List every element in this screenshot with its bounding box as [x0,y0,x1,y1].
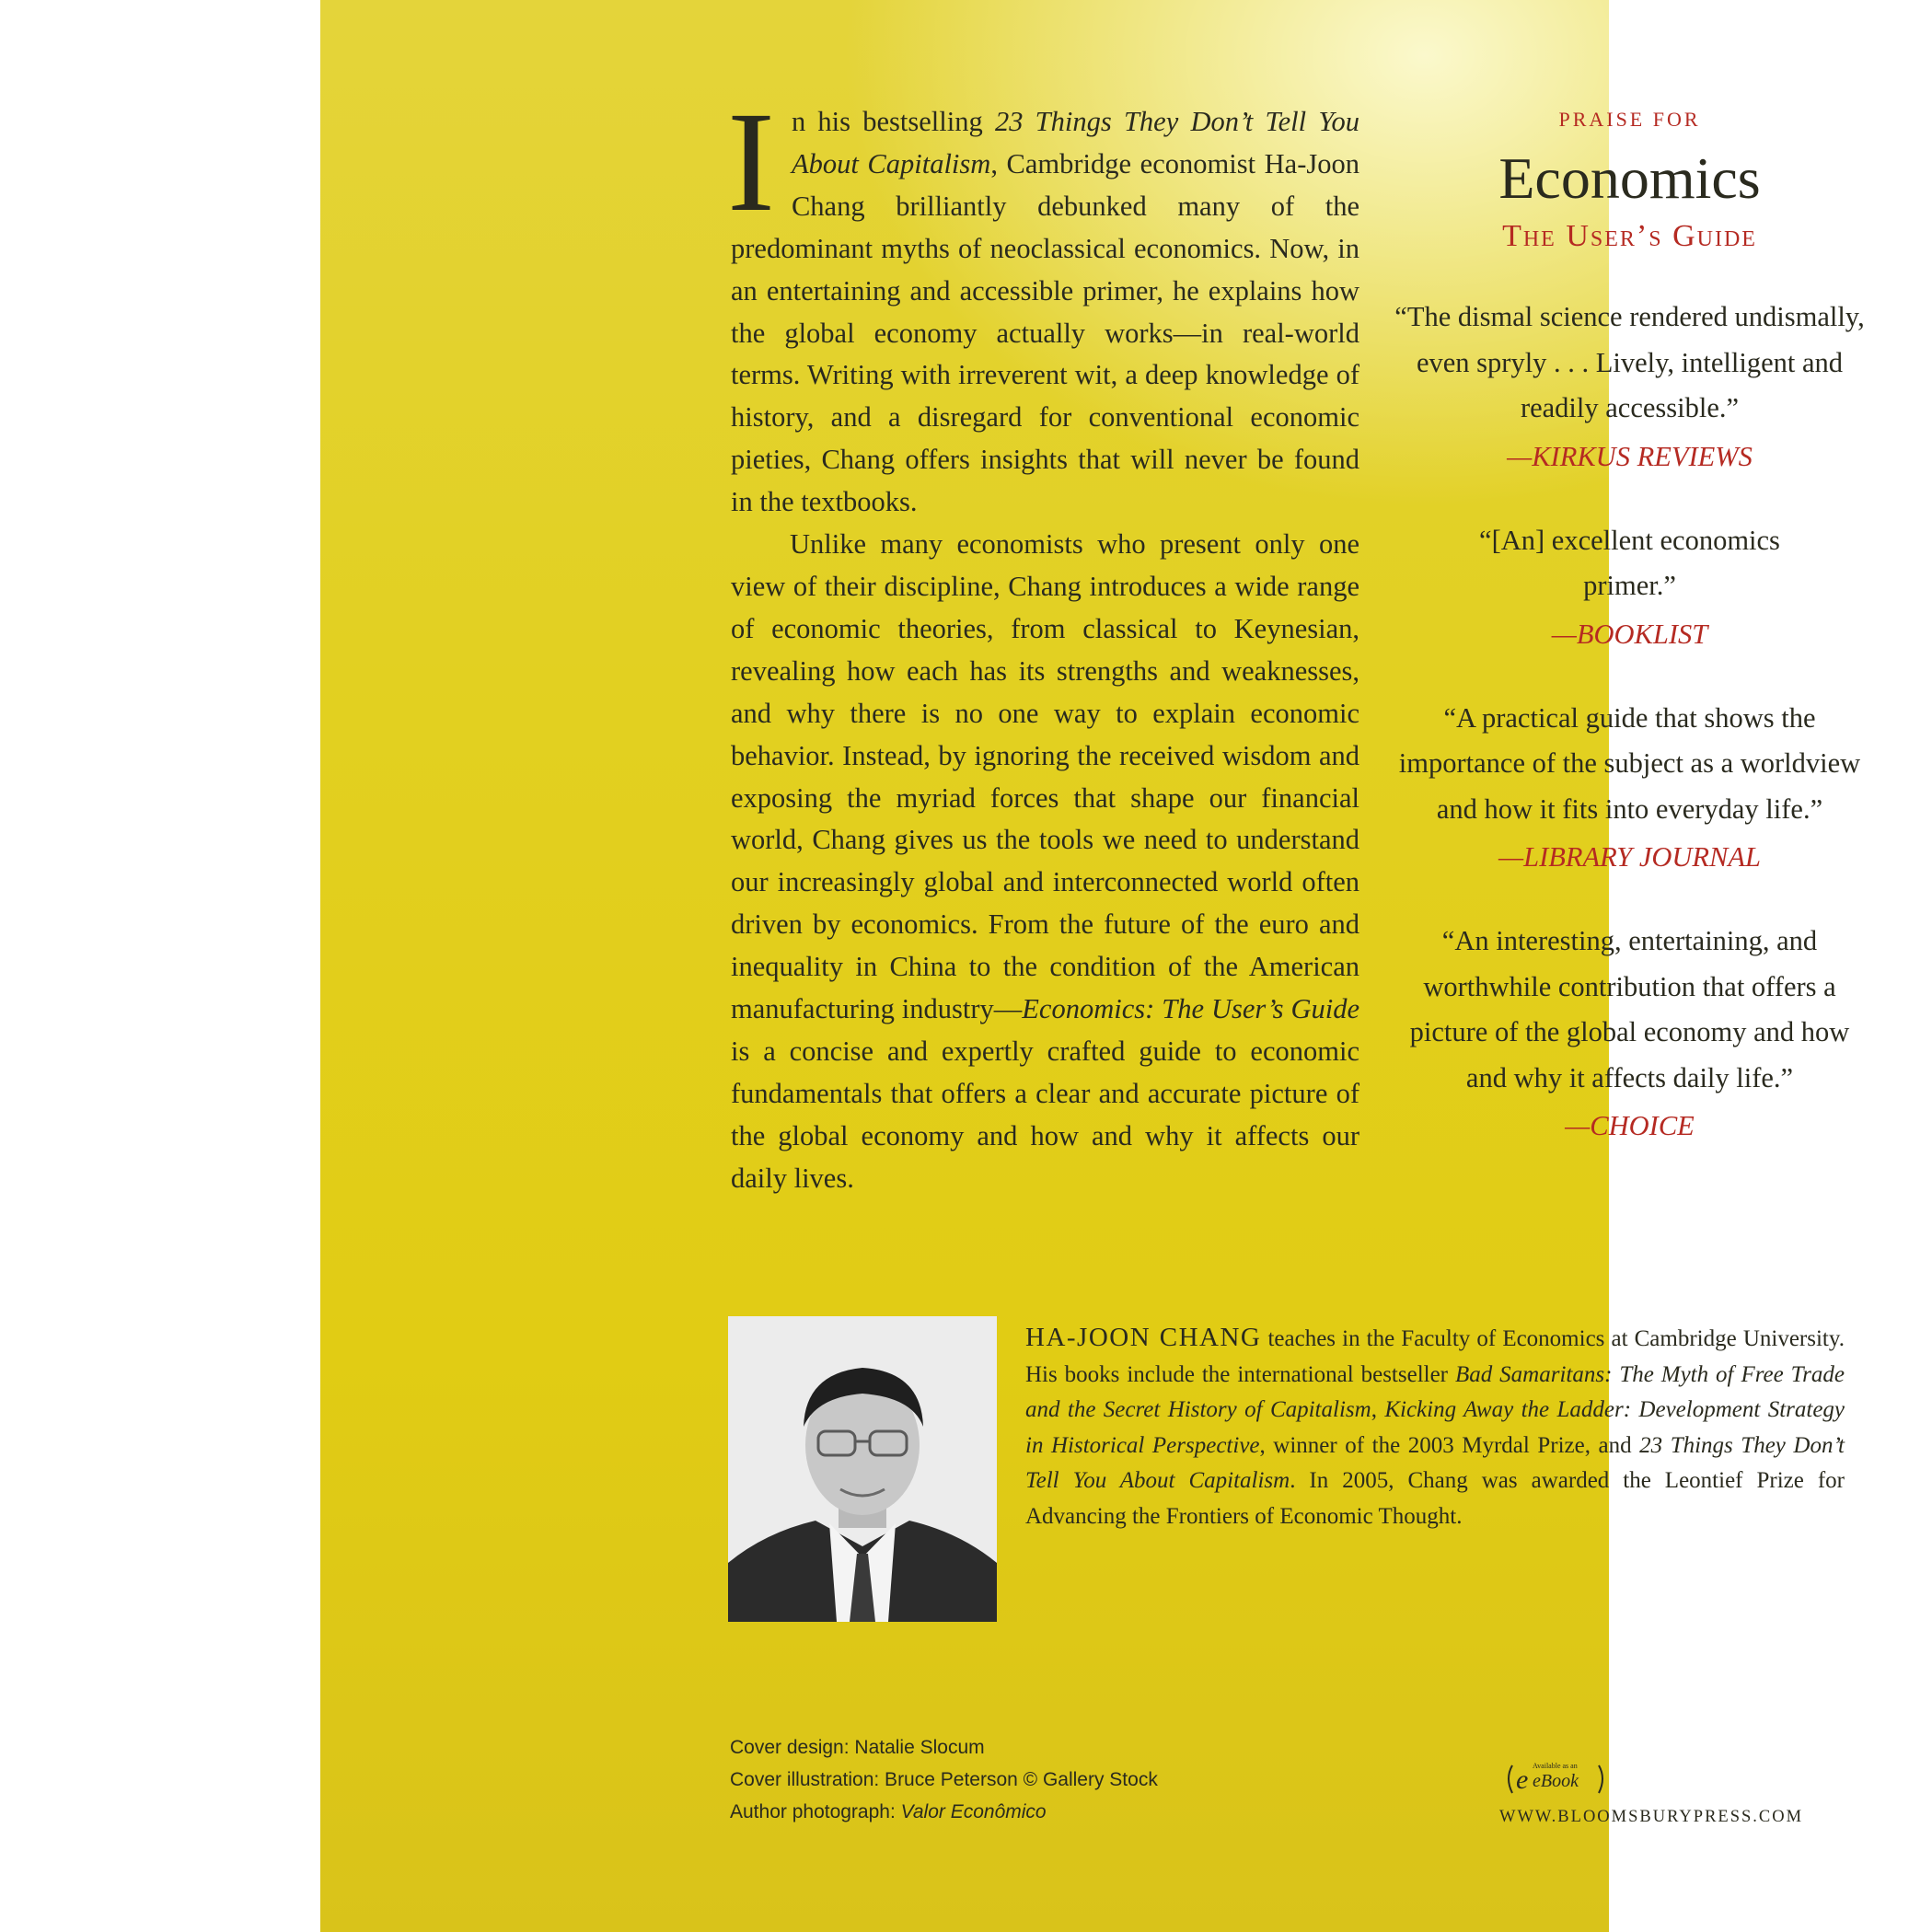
praise-book-subtitle: The User’s Guide [1502,219,1757,253]
back-cover [320,0,1865,1932]
book-description [727,82,1359,1200]
svg-text:e: e [1516,1764,1529,1795]
review-quote: “A practical guide that shows the importance of the subject as a worldview and how it fits into everyday life.” [1398,701,1861,825]
book-title-reference: Economics: The User’s Guide [1022,993,1359,1025]
description-paragraph-1: In his bestselling 23 Things They Don’t Tell You About Capitalism, Cambridge economist Ha-Joon Chang brilliantly debunked many of the predominant myths of neoclassical economics. Now, in an entertaining and accessible primer, he explains how the global economy actually works—in real-world terms. Writing with irreverent wit, a deep knowledge of history, and a disregard for conventional economic pieties, Chang offers insights that will never be found in the textbooks. [727,82,1359,518]
review-source: —KIRKUS REVIEWS [1507,440,1753,472]
review-quote: “The dismal science rendered undismally, even spryly . . . Lively, intelligent and readily accessible.” [1394,301,1865,423]
review-source: —CHOICE [1565,1110,1695,1141]
description-paragraph-2: Unlike many economists who present only one view of their discipline, Chang introduces a wide range of economic theories, from classical to Keynesian, revealing how each has its strengths and weaknesses, and why there is no one way to explain economic behavior. Instead, by ignoring the received wisdom and exposing the myriad forces that shape our financial world, Chang gives us the tools we need to understand our increasingly global and interconnected world often driven by economics. From the future of the euro and inequality in China to the condition of the American manufacturing industry—Economics: The User’s Guide is a concise and expertly crafted guide to economic fundamentals that offers a clear and accurate picture of the global economy and how and why it affects our daily lives. [731,528,1359,1194]
ebook-available-text: Available as an [1533,1762,1578,1770]
review-source: —LIBRARY JOURNAL [1498,841,1761,873]
author-photo-credit: Author photograph: Valor Econômico [730,1801,1047,1822]
review-source: —BOOKLIST [1551,618,1708,650]
ebook-label: eBook [1533,1771,1579,1791]
author-name: HA-JOON CHANG [1025,1323,1262,1352]
review-quote: “An interesting, entertaining, and worthwhile contribution that offers a picture of the global economy and how and why it affects daily life.” [1409,925,1850,1093]
publisher-website: WWW.BLOOMSBURYPRESS.COM [1499,1808,1804,1826]
praise-book-title: Economics [1498,145,1761,211]
praise-section [1393,101,1867,1151]
cover-credits [730,1731,1158,1828]
author-photo [728,1316,997,1622]
cover-illustration-credit: Cover illustration: Bruce Peterson © Gallery Stock [730,1769,1158,1790]
review-quote: “[An] excellent economics primer.” [1479,524,1780,601]
drop-cap: I [727,82,775,241]
ebook-logo [1503,1758,1623,1799]
author-bio: HA-JOON CHANG teaches in the Faculty of Economics at Cambridge University. His books include the international bestseller Bad Samaritans: The Myth of Free Trade and the Secret History of Capitalism, Kicking Away the Ladder: Development Strategy in Historical Perspective, winner of the 2003 Myrdal Prize, and 23 Things They Don’t Tell You About Capitalism. In 2005, Chang was awarded the Leontief Prize for Advancing the Frontiers of Economic Thought. [1025,1323,1845,1529]
cover-design-credit: Cover design: Natalie Slocum [730,1737,985,1758]
book-title-reference: 23 Things They Don’t Tell You About Capitalism [791,106,1359,179]
praise-for-label: PRAISE FOR [1558,108,1701,131]
author-portrait-image [728,1316,997,1622]
